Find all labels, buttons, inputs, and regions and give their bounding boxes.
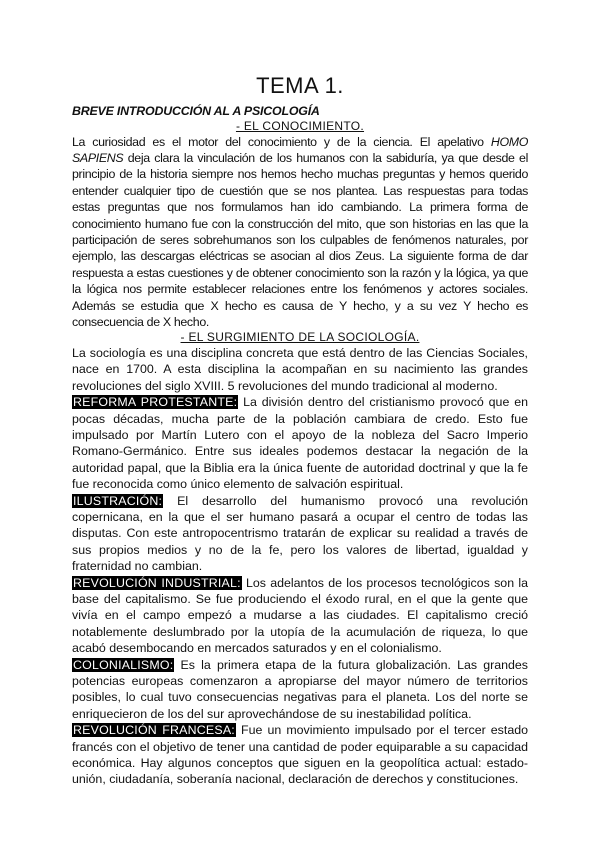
text-colonialismo: Es la primera etapa de la futura globalización. Las grandes potencias europeas comenzaron a apropiarse del mayor número de territorios posibles, lo cual tuvo consecuencias negativas para el planeta. Los del norte se enriquecieron de los del sur aprovechándose de su inestabilidad política.	[72, 657, 528, 721]
label-ilustracion: ILUSTRACIÓN:	[73, 493, 163, 508]
paragraph-reforma-protestante	[72, 394, 528, 492]
text-revolucion-francesa: Fue un movimiento impulsado por el tercer estado francés con el objetivo de tener una cantidad de poder equiparable a su capacidad económica. Hay algunos conceptos que siguen en la geopolítica actual: estado-unión, ciudadanía, soberanía nacional, declaración de derechos y constituciones.	[72, 723, 528, 787]
label-colonialismo: COLONIALISMO:	[73, 657, 174, 672]
paragraph-revolucion-industrial	[72, 575, 528, 657]
page-title: TEMA 1.	[256, 73, 344, 98]
text-reforma-protestante: La división dentro del cristianismo provocó que en pocas décadas, mucha parte de la población cambiara de credo. Esto fue impulsado por Martín Lutero con el apoyo de la nobleza del Sacro Imperio Romano-Germánico. Entre sus ideales podemos destacar la negación de la autoridad papal, que la Biblia era la única fuente de autoridad doctrinal y que la fe fue reconocida como único elemento de salvación espiritual.	[72, 395, 528, 492]
paragraph-ilustracion	[72, 493, 528, 575]
paragraph-conocimiento	[72, 134, 528, 331]
section-heading-conocimiento: - EL CONOCIMIENTO.	[235, 119, 365, 133]
homo-sapiens-text: HOMO SAPIENS	[72, 134, 528, 165]
label-revolucion-industrial: REVOLUCIÓN INDUSTRIAL:	[73, 575, 241, 590]
paragraph-sociologia-intro: La sociología es una disciplina concreta que está dentro de las Ciencias Sociales, nace en 1700. A esta disciplina la acompañan en su nacimiento las grandes revoluciones del siglo XVIII. 5 revoluciones del mundo tradicional al moderno.	[72, 345, 528, 393]
text-revolucion-industrial: Los adelantos de los procesos tecnológicos son la base del capitalismo. Se fue produciendo el éxodo rural, en el que la gente que vivía en el campo empezó a mudarse a las ciudades. El capitalismo creció notablemente deslumbrado por la utopía de la acumulación de riqueza, lo que acabó desembocando en mercados saturados y en el colonialismo.	[72, 575, 528, 656]
text-ilustracion: El desarrollo del humanismo provocó una revolución copernicana, en la que el ser humano pasará a ocupar el centro de todas las disputas. Con este antropocentrismo tratarán de explicar su realidad a través de sus propios medios y no de la fe, pero los valores de libertad, igualdad y fraternidad no cambian.	[72, 493, 528, 574]
paragraph-revolucion-francesa	[72, 722, 528, 788]
paragraph-colonialismo	[72, 657, 528, 723]
label-revolucion-francesa: REVOLUCIÓN FRANCESA:	[73, 723, 235, 738]
paragraph-body-text: deja clara la vinculación de los humanos con la sabiduría, ya que desde el principio de la historia siempre nos hemos hecho muchas preguntas y hemos querido entender cualquier tipo de cuestión que se nos plantea. Las respuestas para todas estas preguntas que nos formulamos han ido cambiando. La primera forma de conocimiento humano fue con la construcción del mito, que son historias en las que la participación de seres sobrehumanos son los culpables de fenómenos naturales, por ejemplo, las descargas eléctricas se asocian al dios Zeus. La siguiente forma de dar respuesta a estas cuestiones y de obtener conocimiento son la razón y la lógica, ya que la lógica nos permite establecer relaciones entre los fenómenos y actores sociales. Además se estudia que X hecho es causa de Y hecho, y a su vez Y hecho es consecuencia de X hecho.	[72, 150, 528, 329]
paragraph-intro-text: La curiosidad es el motor del conocimiento y de la ciencia. El apelativo	[72, 134, 491, 149]
section-heading-sociologia: - EL SURGIMIENTO DE LA SOCIOLOGÍA.	[180, 330, 420, 345]
document-subtitle: BREVE INTRODUCCIÓN AL A PSICOLOGÍA	[72, 104, 320, 118]
label-reforma-protestante: REFORMA PROTESTANTE:	[73, 395, 238, 410]
